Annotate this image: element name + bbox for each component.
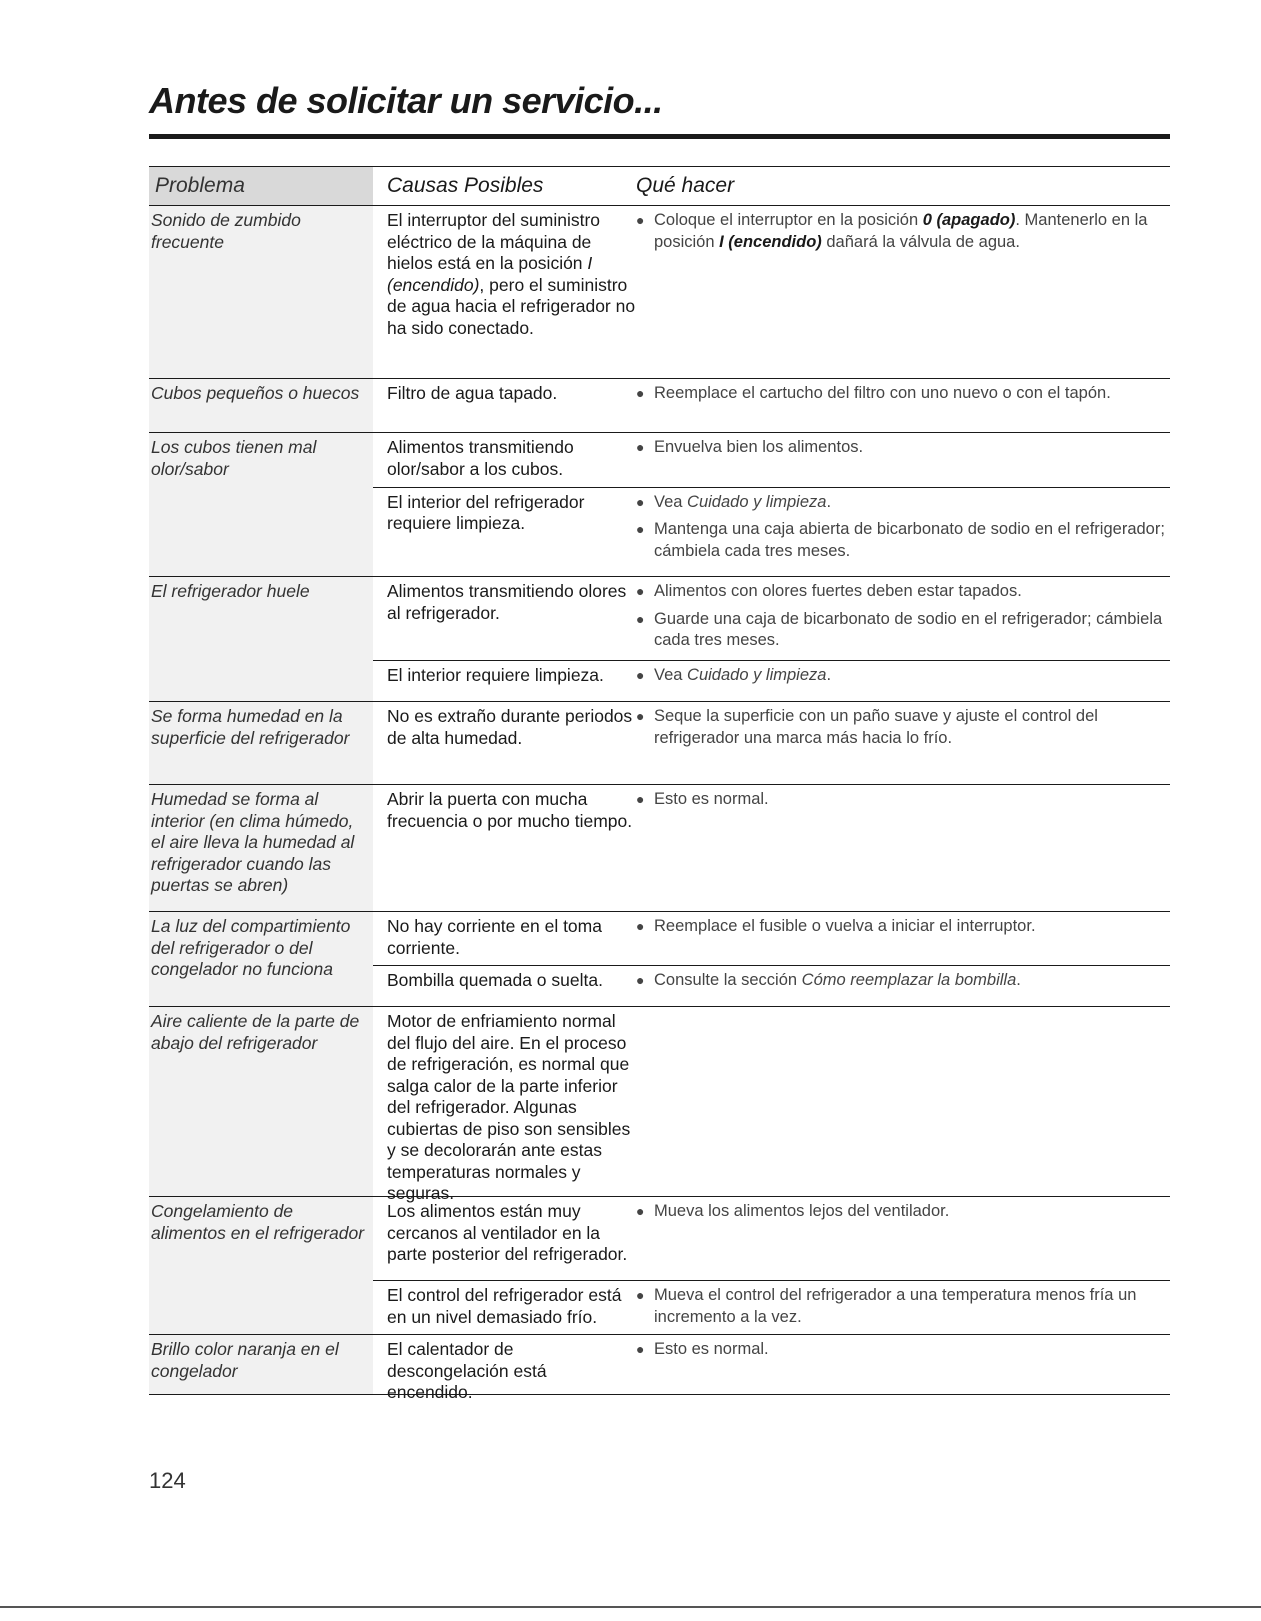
action-item bbox=[636, 789, 1170, 811]
cause-row bbox=[373, 702, 1170, 784]
bullet-icon: ● bbox=[636, 385, 645, 401]
action-text: Esto es normal. bbox=[654, 1340, 769, 1358]
cause-row bbox=[373, 1335, 1170, 1410]
what-to-do-cell bbox=[636, 789, 1170, 905]
cause-row bbox=[373, 1197, 1170, 1280]
table-row bbox=[149, 1335, 1170, 1402]
causes-group bbox=[373, 379, 1170, 432]
cause-cell: El interior requiere limpieza. bbox=[387, 665, 604, 686]
table-row bbox=[149, 912, 1170, 1007]
problem-cell: El refrigerador huele bbox=[149, 577, 373, 701]
table-row bbox=[149, 1007, 1170, 1203]
cause-cell: El control del refrigerador está en un nivel demasiado frío. bbox=[387, 1285, 622, 1327]
problem-cell: Los cubos tienen mal olor/sabor bbox=[149, 433, 373, 576]
header-problem: Problema bbox=[149, 167, 373, 205]
what-to-do-cell bbox=[636, 492, 1170, 570]
table-body bbox=[149, 206, 1170, 1402]
causes-group bbox=[373, 702, 1170, 784]
action-text: Reemplace el cartucho del filtro con uno nuevo o con el tapón. bbox=[654, 384, 1111, 402]
action-text: Esto es normal. bbox=[654, 790, 769, 808]
bullet-icon: ● bbox=[636, 972, 645, 989]
action-item bbox=[636, 706, 1170, 749]
problem-cell: La luz del compartimiento del refrigerador o del congelador no funciona bbox=[149, 912, 373, 1006]
bullet-icon: ● bbox=[636, 212, 645, 228]
cause-row bbox=[373, 785, 1170, 911]
problem-cell: Aire caliente de la parte de abajo del refrigerador bbox=[149, 1007, 373, 1196]
what-to-do-cell bbox=[636, 383, 1170, 426]
problem-cell: Se forma humedad en la superficie del refrigerador bbox=[149, 702, 373, 784]
action-item bbox=[636, 665, 1170, 687]
cause-row bbox=[373, 660, 1170, 701]
causes-group bbox=[373, 912, 1170, 1006]
causes-group bbox=[373, 433, 1170, 576]
table-row bbox=[149, 1197, 1170, 1335]
page-title: Antes de solicitar un servicio... bbox=[149, 80, 663, 121]
action-text: Envuelva bien los alimentos. bbox=[654, 438, 864, 456]
cause-cell: Los alimentos están muy cercanos al ventilador en la parte posterior del refrigerador. bbox=[387, 1201, 628, 1264]
table-row bbox=[149, 206, 1170, 379]
problem-cell: Sonido de zumbido frecuente bbox=[149, 206, 373, 378]
action-item bbox=[636, 1285, 1170, 1328]
what-to-do-cell bbox=[636, 581, 1170, 654]
troubleshooting-table bbox=[149, 166, 1170, 1402]
what-to-do-cell bbox=[636, 1285, 1170, 1328]
cause-cell: No hay corriente en el toma corriente. bbox=[387, 916, 602, 958]
bullet-icon: ● bbox=[636, 1341, 645, 1357]
cause-row bbox=[373, 577, 1170, 660]
cause-row bbox=[373, 1007, 1170, 1211]
cause-row bbox=[373, 206, 1170, 378]
cause-cell: Alimentos transmitiendo olor/sabor a los cubos. bbox=[387, 437, 574, 479]
action-item bbox=[636, 492, 1170, 514]
bullet-icon: ● bbox=[636, 667, 645, 684]
action-text: Guarde una caja de bicarbonato de sodio en el refrigerador; cámbiela cada tres meses. bbox=[654, 609, 1163, 649]
action-item bbox=[636, 970, 1170, 992]
bullet-icon: ● bbox=[636, 610, 645, 627]
page-number: 124 bbox=[149, 1468, 186, 1493]
cause-cell: Bombilla quemada o suelta. bbox=[387, 970, 603, 991]
what-to-do-cell bbox=[636, 706, 1170, 778]
cause-cell: Motor de enfriamiento normal del flujo del aire. En el proceso de refrigeración, es normal que salga calor de la parte inferior del refrigerador. Algunas cubiertas de piso son sensibles y se decolorarán ante estas temperaturas normales y seguras. bbox=[387, 1011, 631, 1203]
bullet-icon: ● bbox=[636, 583, 645, 599]
what-to-do-cell bbox=[636, 970, 1170, 1000]
cause-cell: Abrir la puerta con mucha frecuencia o por mucho tiempo. bbox=[387, 789, 633, 831]
action-item bbox=[636, 210, 1170, 253]
cause-cell: El interior del refrigerador requiere limpieza. bbox=[387, 491, 585, 534]
cause-row bbox=[373, 433, 1170, 487]
what-to-do-cell bbox=[636, 1011, 1170, 1205]
action-item bbox=[636, 581, 1170, 603]
table-row bbox=[149, 577, 1170, 702]
causes-group bbox=[373, 206, 1170, 378]
cause-row bbox=[373, 487, 1170, 576]
what-to-do-cell bbox=[636, 437, 1170, 481]
table-row bbox=[149, 379, 1170, 433]
cause-row bbox=[373, 1280, 1170, 1334]
action-item bbox=[636, 609, 1170, 652]
action-text: Reemplace el fusible o vuelva a iniciar el interruptor. bbox=[654, 917, 1036, 935]
action-item bbox=[636, 1201, 1170, 1223]
action-item bbox=[636, 916, 1170, 938]
action-text: Mantenga una caja abierta de bicarbonato de sodio en el refrigerador; cámbiela cada tres meses. bbox=[654, 520, 1165, 560]
problem-cell: Humedad se forma al interior (en clima húmedo, el aire lleva la humedad al refrigerador cuando las puertas se abren) bbox=[149, 785, 373, 911]
what-to-do-cell bbox=[636, 1339, 1170, 1404]
action-text: Alimentos con olores fuertes deben estar tapados. bbox=[654, 582, 1022, 600]
cause-row bbox=[373, 965, 1170, 1006]
action-item bbox=[636, 1339, 1170, 1361]
table-header bbox=[149, 166, 1170, 206]
problem-cell: Congelamiento de alimentos en el refrigerador bbox=[149, 1197, 373, 1334]
action-item bbox=[636, 519, 1170, 562]
header-causes: Causas Posibles bbox=[387, 174, 544, 197]
cause-row bbox=[373, 379, 1170, 432]
bullet-icon: ● bbox=[636, 1287, 645, 1303]
action-text: Consulte la sección Cómo reemplazar la bombilla. bbox=[654, 971, 1021, 990]
bullet-icon: ● bbox=[636, 708, 645, 724]
causes-group bbox=[373, 1197, 1170, 1334]
cause-cell: Filtro de agua tapado. bbox=[387, 383, 558, 403]
bullet-icon: ● bbox=[636, 918, 645, 934]
problem-cell: Cubos pequeños o huecos bbox=[149, 379, 373, 432]
table-row bbox=[149, 433, 1170, 577]
table-row bbox=[149, 785, 1170, 912]
causes-group bbox=[373, 785, 1170, 911]
cause-cell: El interruptor del suministro eléctrico de la máquina de hielos está en la posición I (encendido), pero el suministro de agua hacia el refrigerador no ha sido conectado. bbox=[387, 210, 636, 338]
cause-cell: No es extraño durante periodos de alta humedad. bbox=[387, 706, 633, 748]
bullet-icon: ● bbox=[636, 521, 645, 538]
what-to-do-cell bbox=[636, 1201, 1170, 1274]
bottom-rule bbox=[0, 1606, 1261, 1608]
causes-group bbox=[373, 1335, 1170, 1402]
cause-cell: El calentador de descongelación está encendido. bbox=[387, 1339, 547, 1402]
bullet-icon: ● bbox=[636, 493, 645, 510]
causes-group bbox=[373, 577, 1170, 701]
table-row bbox=[149, 702, 1170, 785]
bullet-icon: ● bbox=[636, 439, 645, 455]
action-item bbox=[636, 383, 1170, 405]
action-item bbox=[636, 437, 1170, 459]
bullet-icon: ● bbox=[636, 1203, 645, 1219]
what-to-do-cell bbox=[636, 665, 1170, 695]
cause-cell: Alimentos transmitiendo olores al refrigerador. bbox=[387, 581, 627, 623]
problem-cell: Brillo color naranja en el congelador bbox=[149, 1335, 373, 1394]
causes-group bbox=[373, 1007, 1170, 1203]
what-to-do-cell bbox=[636, 210, 1170, 372]
cause-row bbox=[373, 912, 1170, 965]
action-text: Mueva el control del refrigerador a una temperatura menos fría un incremento a la vez. bbox=[654, 1286, 1137, 1326]
action-text: Vea Cuidado y limpieza. bbox=[654, 492, 832, 511]
header-what-to-do: Qué hacer bbox=[636, 174, 735, 197]
action-text: Mueva los alimentos lejos del ventilador. bbox=[654, 1202, 950, 1220]
bullet-icon: ● bbox=[636, 791, 645, 807]
what-to-do-cell bbox=[636, 916, 1170, 959]
action-text: Coloque el interruptor en la posición 0 (apagado). Mantenerlo en la posición I (encendido) dañará la válvula de agua. bbox=[654, 211, 1148, 251]
action-text: Vea Cuidado y limpieza. bbox=[654, 666, 832, 685]
title-rule bbox=[149, 134, 1170, 139]
action-text: Seque la superficie con un paño suave y ajuste el control del refrigerador una marca más hacia lo frío. bbox=[654, 707, 1098, 747]
